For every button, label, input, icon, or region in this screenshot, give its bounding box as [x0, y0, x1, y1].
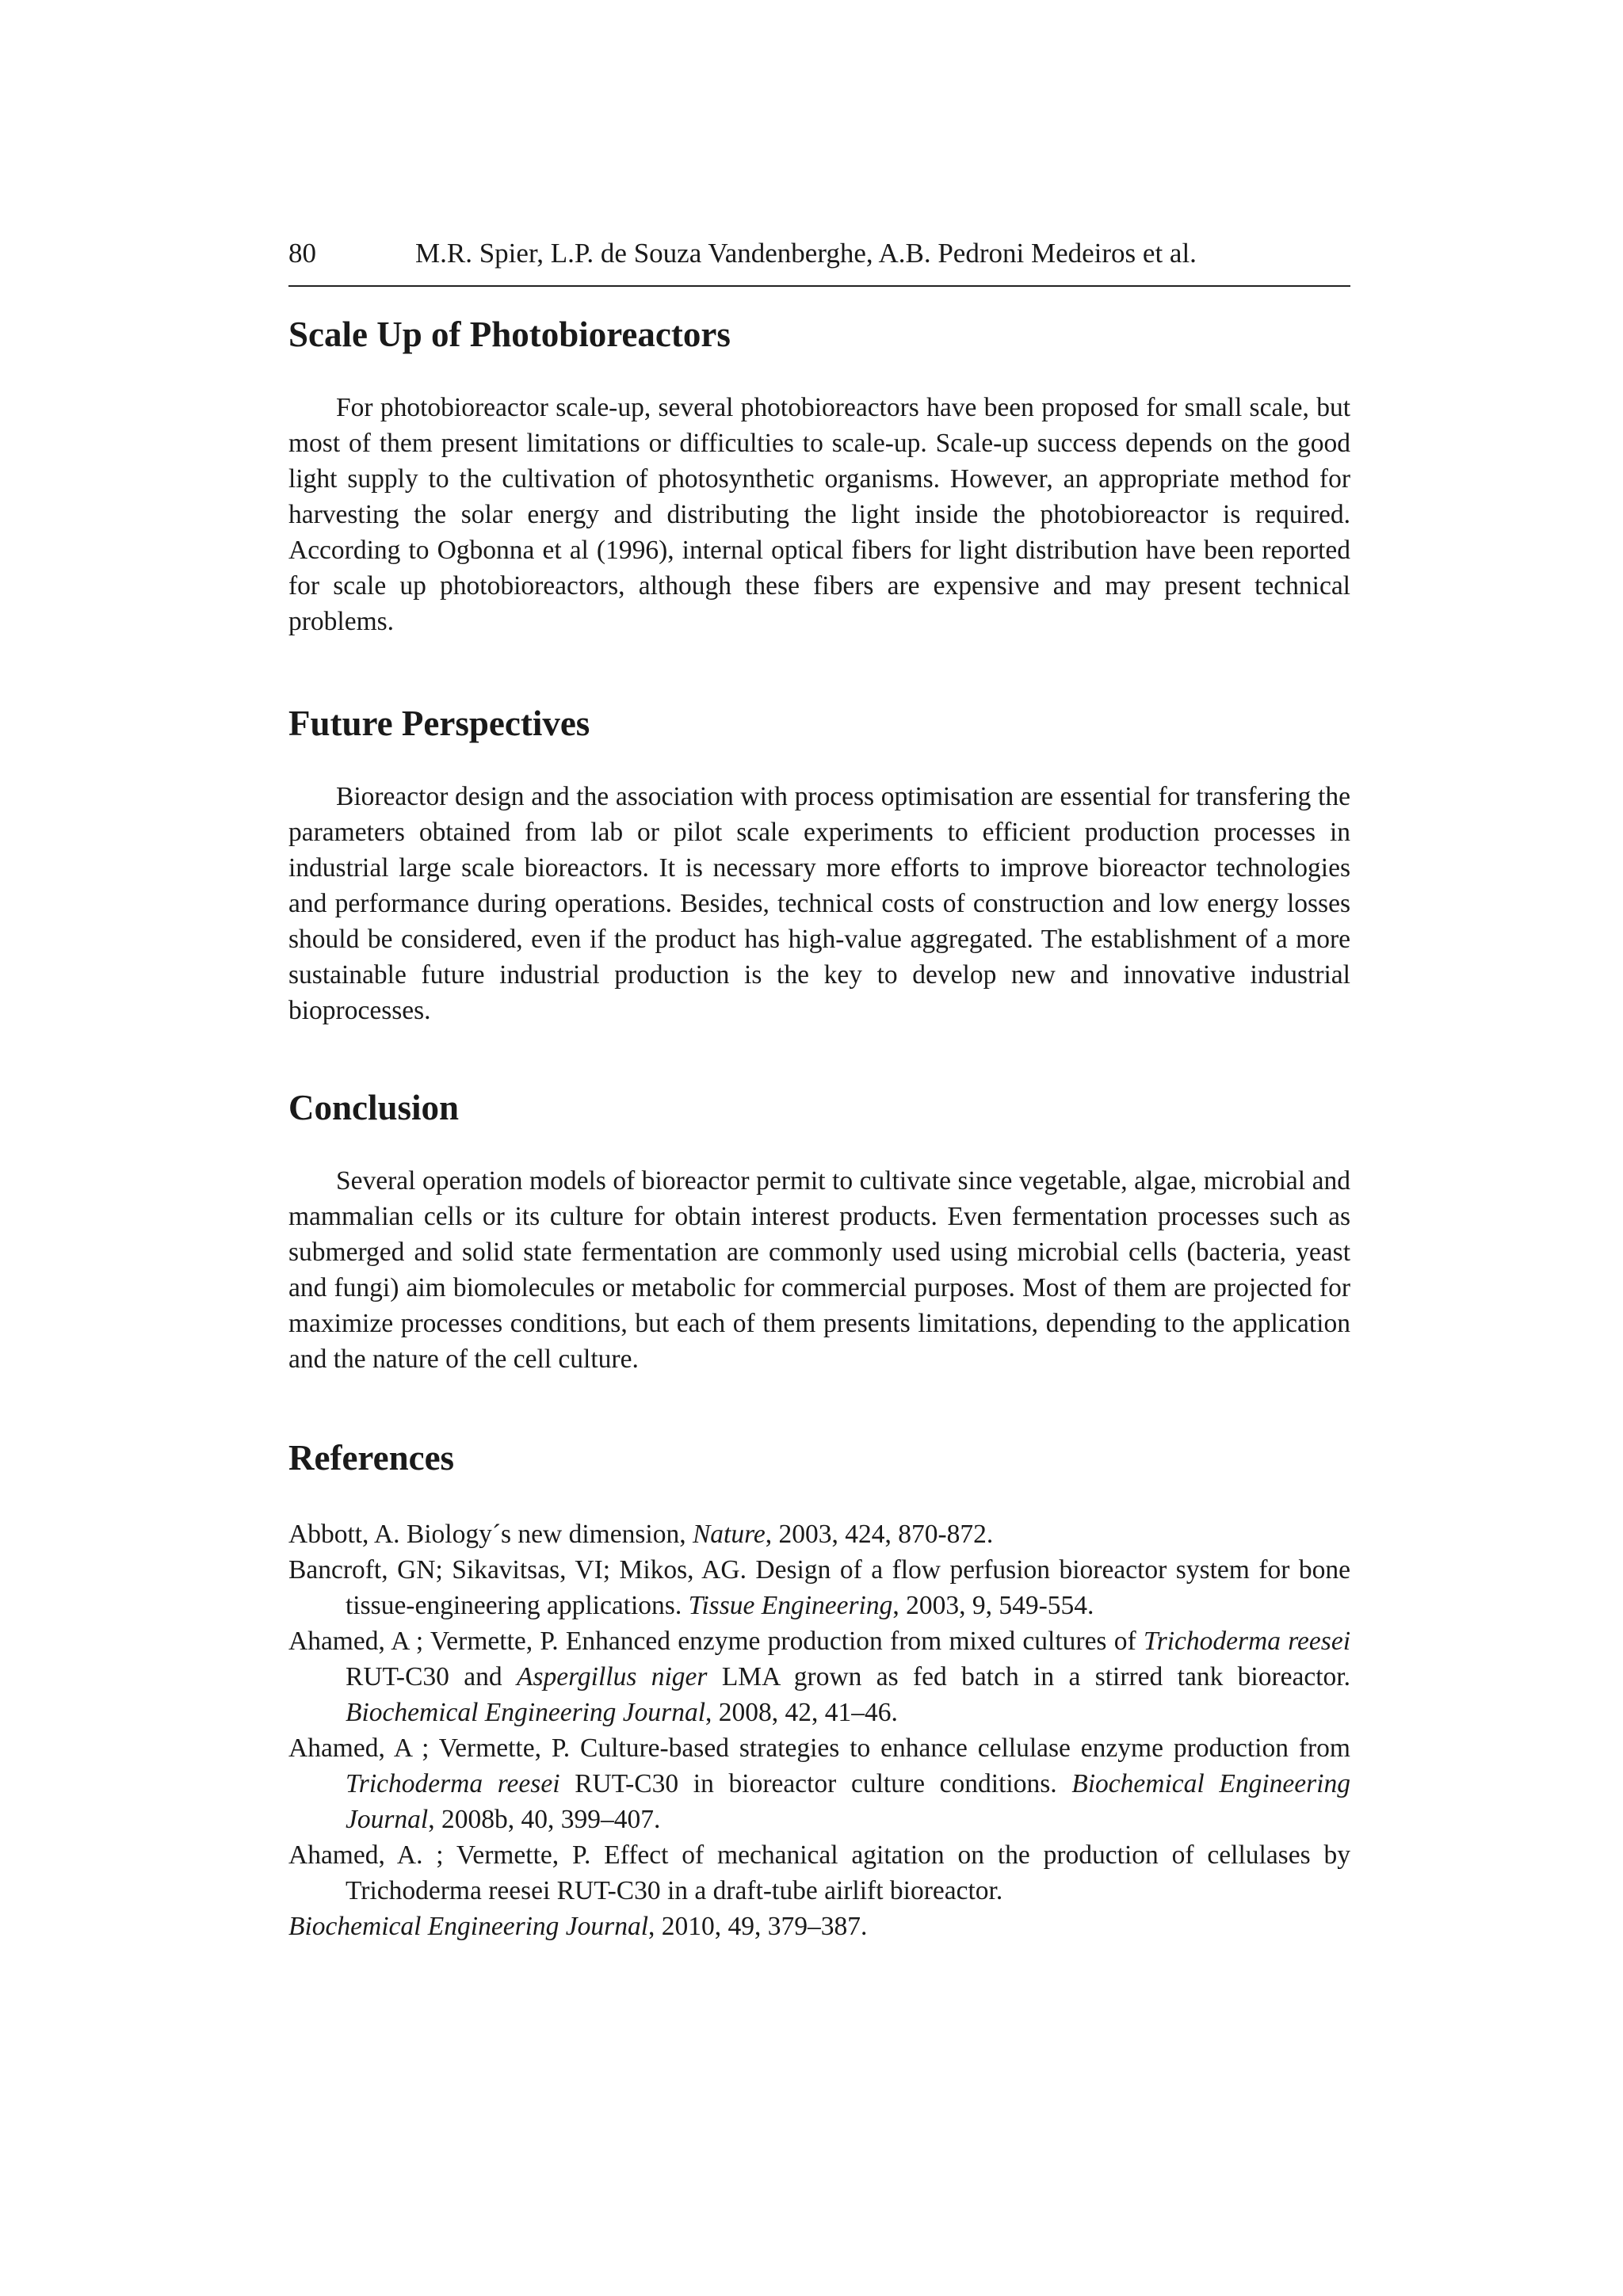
reference-species: Aspergillus niger: [517, 1662, 708, 1691]
reference-species: Trichoderma reesei: [346, 1769, 560, 1798]
reference-journal: Biochemical Engineering Journal: [346, 1769, 1350, 1834]
reference-details: , 2008b, 40, 399–407.: [428, 1805, 661, 1834]
reference-item: [288, 1730, 1350, 1837]
reference-species: Trichoderma reesei: [1143, 1627, 1351, 1656]
reference-item: [288, 1552, 1350, 1623]
section-title-references: References: [288, 1438, 455, 1478]
reference-journal: Nature: [692, 1520, 766, 1549]
section-body-future-perspectives: Bioreactor design and the association with process optimisation are essential for transfering the parameters obtained from lab or pilot scale experiments to efficient production processes in industrial large scale bioreactors. It is necessary more efforts to improve bioreactor technologies and performance during operations. Besides, technical costs of construction and low energy losses should be considered, even if the product has high-value aggregated. The establishment of a more sustainable future industrial production is the key to develop new and innovative industrial bioprocesses.: [288, 782, 1350, 1025]
section-body-conclusion: Several operation models of bioreactor permit to cultivate since vegetable, algae, microbial and mammalian cells or its culture for obtain interest products. Even fermentation processes such as submerged and solid state fermentation are commonly used using microbial cells (bacteria, yeast and fungi) aim biomolecules or metabolic for commercial purposes. Most of them are projected for maximize processes conditions, but each of them presents limitations, depending to the application and the nature of the cell culture.: [288, 1166, 1350, 1374]
reference-item: [288, 1516, 1350, 1552]
page-number: 80: [288, 238, 316, 269]
reference-journal: Tissue Engineering: [688, 1591, 893, 1620]
reference-text: Ahamed, A. ; Vermette, P. Effect of mechanical agitation on the production of cellulases by Trichoderma reesei RUT-C30 in a draft-tube airlift bioreactor.: [288, 1840, 1350, 1905]
section-title-scale-up: Scale Up of Photobioreactors: [288, 315, 731, 354]
reference-list: [288, 1516, 1350, 1944]
reference-text: RUT-C30 and: [346, 1662, 517, 1691]
reference-text: Ahamed, A ; Vermette, P. Enhanced enzyme production from mixed cultures of: [288, 1627, 1144, 1656]
reference-text: Bancroft, GN; Sikavitsas, VI; Mikos, AG. Design of a flow perfusion bioreactor system for bone tissue-engineering applications.: [288, 1555, 1350, 1620]
reference-text: LMA grown as fed batch in a stirred tank bioreactor.: [707, 1662, 1350, 1691]
section-conclusion: [288, 1084, 1350, 1377]
reference-journal: Biochemical Engineering Journal: [346, 1698, 706, 1727]
section-scale-up: [288, 311, 1350, 639]
running-header: [288, 230, 1350, 287]
reference-details: , 2003, 9, 549-554.: [892, 1591, 1094, 1620]
reference-text: Abbott, A. Biology´s new dimension,: [288, 1520, 693, 1549]
section-title-conclusion: Conclusion: [288, 1088, 460, 1127]
reference-details: , 2010, 49, 379–387.: [648, 1912, 868, 1941]
reference-continuation: [288, 1909, 1350, 1944]
running-header-authors: M.R. Spier, L.P. de Souza Vandenberghe, A.B. Pedroni Medeiros et al.: [415, 238, 1197, 269]
reference-item: [288, 1837, 1350, 1909]
section-references: [288, 1434, 1350, 1944]
reference-journal: Biochemical Engineering Journal: [288, 1912, 649, 1941]
page: [288, 230, 1350, 1944]
section-body-scale-up: For photobioreactor scale-up, several photobioreactors have been proposed for small scale, but most of them present limitations or difficulties to scale-up. Scale-up success depends on the good light supply to the cultivation of photosynthetic organisms. However, an appropriate method for harvesting the solar energy and distributing the light inside the photobioreactor is required. According to Ogbonna et al (1996), internal optical fibers for light distribution have been reported for scale up photobioreactors, although these fibers are expensive and may present technical problems.: [288, 393, 1350, 636]
reference-details: , 2003, 424, 870-872.: [765, 1520, 994, 1549]
section-future-perspectives: [288, 700, 1350, 1028]
reference-text: RUT-C30 in bioreactor culture conditions.: [559, 1769, 1072, 1798]
reference-text: Ahamed, A ; Vermette, P. Culture-based strategies to enhance cellulase enzyme production from: [288, 1733, 1350, 1763]
section-title-future-perspectives: Future Perspectives: [288, 704, 590, 743]
reference-details: , 2008, 42, 41–46.: [705, 1698, 898, 1727]
reference-item: [288, 1623, 1350, 1730]
